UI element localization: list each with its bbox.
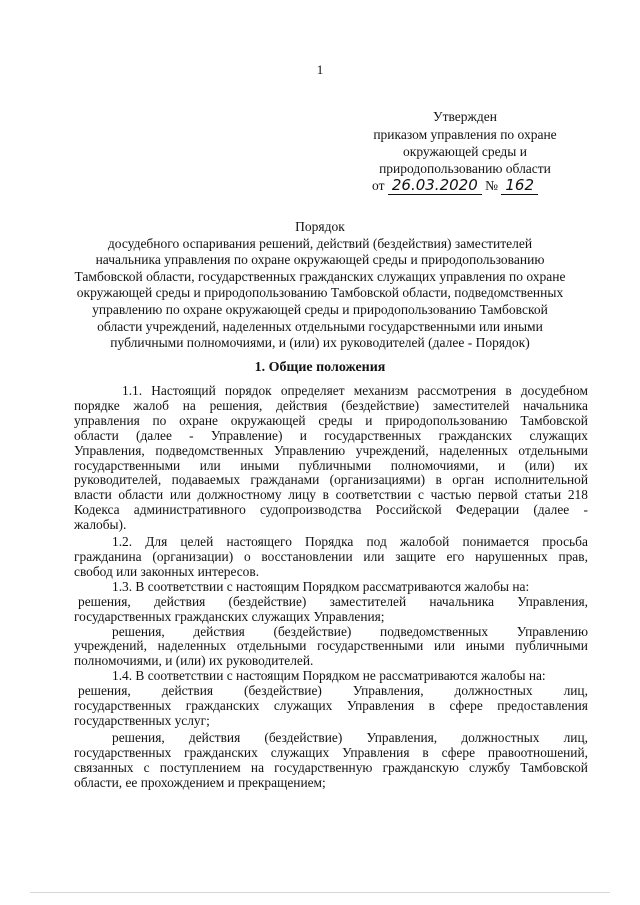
body-line: руководителей, подаваемых гражданами (организациями) в орган исполнительной [74,472,588,488]
body-line: Кодекса административного судопроизводства Российской Федерации (далее - [74,502,588,518]
body-line: связанных с поступлением на государственную гражданскую службу Тамбовской [74,759,588,775]
body-line: государственных гражданских служащих Управления в сфере правоотношений, [74,744,588,760]
body-line: учреждений, наделенных отдельными государственными или иными публичными [74,638,588,654]
document-title [70,219,570,352]
body-line: 1.3. В соответствии с настоящим Порядком рассматриваются жалобы на: [112,578,530,594]
section-heading: 1. Общие положения [254,360,386,375]
body-line: 1.4. В соответствии с настоящим Порядком не рассматриваются жалобы на: [112,668,546,684]
body-line: жалобы). [74,517,127,533]
body-line: полномочиями, и (или) их руководителей. [74,653,314,669]
body-line: свобод или законных интересов. [74,563,260,579]
title-line: досудебного оспаривания решений, действий (бездействия) заместителей [107,235,533,251]
body-line: решения, действия (бездействие) заместителей начальника Управления, [78,593,588,609]
title-line: области учреждений, наделенных отдельными государственными или иными [97,318,543,334]
order-number-label: № [485,178,499,193]
approval-line: приказом управления по охране [373,127,557,142]
title-line: Тамбовской области, государственных гражданских служащих управления по охране [74,268,566,284]
title-line: окружающей среды и природопользованию Тамбовской области, подведомственных [76,285,564,301]
approval-block [360,108,570,194]
body-line: 1.2. Для целей настоящего Порядка под жалобой понимается просьба [112,534,588,550]
body-line: решения, действия (бездействие) Управления, должностных лиц, [78,683,588,699]
body-line: власти области или должностному лицу в соответствии с частью первой статьи 218 [74,487,588,503]
body-line: порядке жалоб на решения, действия (бездействие) заместителей начальника [74,397,588,413]
body-line: гражданина (организации) о восстановлении или защите его нарушенных прав, [74,548,588,564]
body-line: решения, действия (бездействие) Управления, должностных лиц, [112,729,588,745]
body-line: государственных услуг; [74,712,210,728]
approval-line: природопользованию области [379,161,551,176]
order-date-handwritten: 26.03.2020 [388,176,482,195]
body-line: Управления, подведомственных Управлению учреждений, наделенных отдельными [74,442,588,458]
page-number: 1 [316,62,324,77]
order-line [360,177,570,194]
body-line: решения, действия (бездействие) подведомственных Управлению [112,623,588,639]
body-line: государственных гражданских служащих Управления; [74,608,385,624]
body-line: 1.1. Настоящий порядок определяет механизм рассмотрения в досудебном [122,383,588,398]
body-line: области, ее прохождением и прекращением; [74,774,326,790]
body-line: государственными или иными публичными полномочиями, и (или) их [74,457,588,473]
footer-divider [30,892,610,893]
body-line: области (далее - Управление) и государственных гражданских служащих [74,427,588,443]
approval-heading: Утвержден [433,109,497,124]
body-line: управления по охране окружающей среды и природопользованию Тамбовской [74,412,588,428]
approval-line: окружающей среды и [403,144,527,159]
title-line: начальника управления по охране окружающей среды и природопользованию [95,252,545,268]
order-number-handwritten: 162 [501,176,538,195]
title-heading: Порядок [295,219,345,234]
title-line: публичными полномочиями, и (или) их руководителей (далее - Порядок) [110,335,530,351]
body-line: государственных гражданских служащих Управления в сфере предоставления [74,698,588,714]
body-text [74,384,588,790]
order-from-label: от [372,178,385,193]
title-line: управлению по охране окружающей среды и природопользованию Тамбовской [92,301,548,317]
